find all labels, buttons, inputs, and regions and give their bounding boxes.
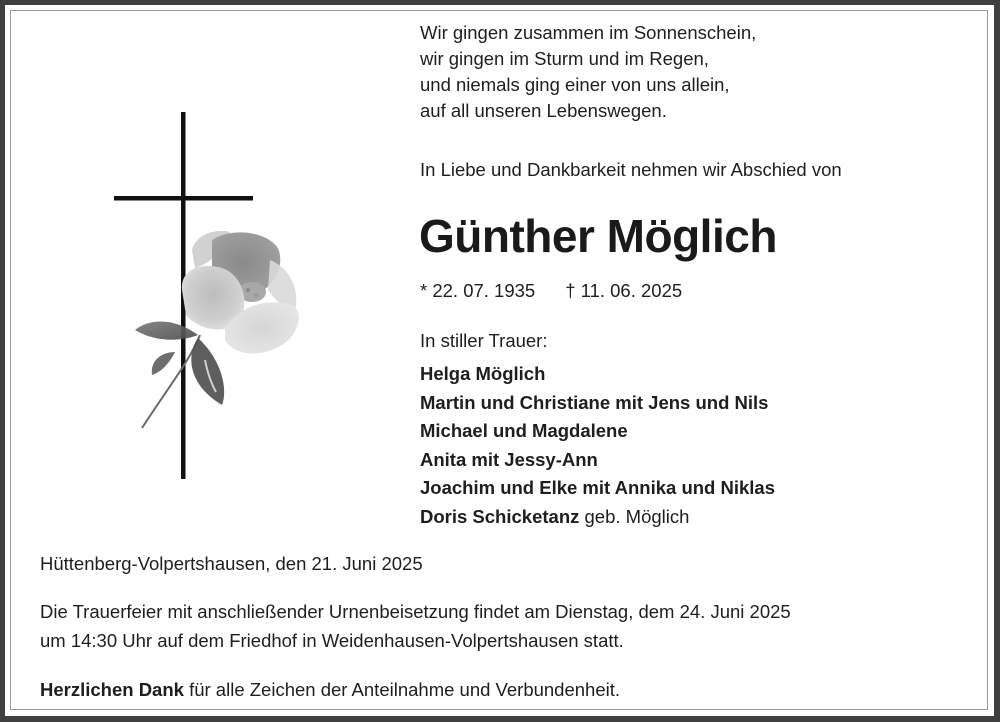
death-date: † 11. 06. 2025: [565, 280, 683, 301]
mourners-list: [420, 360, 775, 531]
thanks-rest: für alle Zeichen der Anteilnahme und Verbundenheit.: [183, 679, 621, 700]
ceremony-line: Die Trauerfeier mit anschließender Urnenbeisetzung findet am Dienstag, dem 24. Juni 2025: [40, 601, 791, 622]
ceremony-info: [40, 597, 791, 655]
flower-icon: [135, 231, 299, 428]
cross-and-flower-illustration: [100, 100, 320, 500]
poem-line: auf all unseren Lebenswegen.: [420, 100, 667, 121]
poem-line: und niemals ging einer von uns allein,: [420, 74, 730, 95]
place-and-date: Hüttenberg-Volpertshausen, den 21. Juni 2025: [40, 553, 423, 574]
mourner: Anita mit Jessy-Ann: [420, 448, 598, 470]
mourner: Joachim und Elke mit Annika und Niklas: [420, 477, 776, 498]
poem-line: Wir gingen zusammen im Sonnenschein,: [420, 22, 757, 43]
thanks-text: [40, 677, 620, 703]
poem-line: wir gingen im Sturm und im Regen,: [420, 48, 709, 69]
birth-date: * 22. 07. 1935: [420, 280, 536, 301]
ceremony-line: um 14:30 Uhr auf dem Friedhof in Weidenhausen-Volpertshausen statt.: [40, 630, 624, 651]
mourner: Helga Möglich: [420, 363, 546, 384]
mourner: Michael und Magdalene: [420, 420, 628, 441]
mourner-maiden-name: geb. Möglich: [579, 505, 690, 527]
mourner-name: Doris Schicketanz: [420, 505, 580, 527]
intro-text: In Liebe und Dankbarkeit nehmen wir Abschied von: [420, 159, 842, 180]
life-dates: [420, 278, 682, 304]
mourner: Martin und Christiane mit Jens und Nils: [420, 391, 769, 413]
mourner: [420, 503, 775, 532]
thanks-bold: Herzlichen Dank: [40, 679, 184, 700]
mourning-label: In stiller Trauer:: [420, 330, 548, 351]
poem: [420, 20, 756, 124]
deceased-name: Günther Möglich: [419, 210, 777, 262]
